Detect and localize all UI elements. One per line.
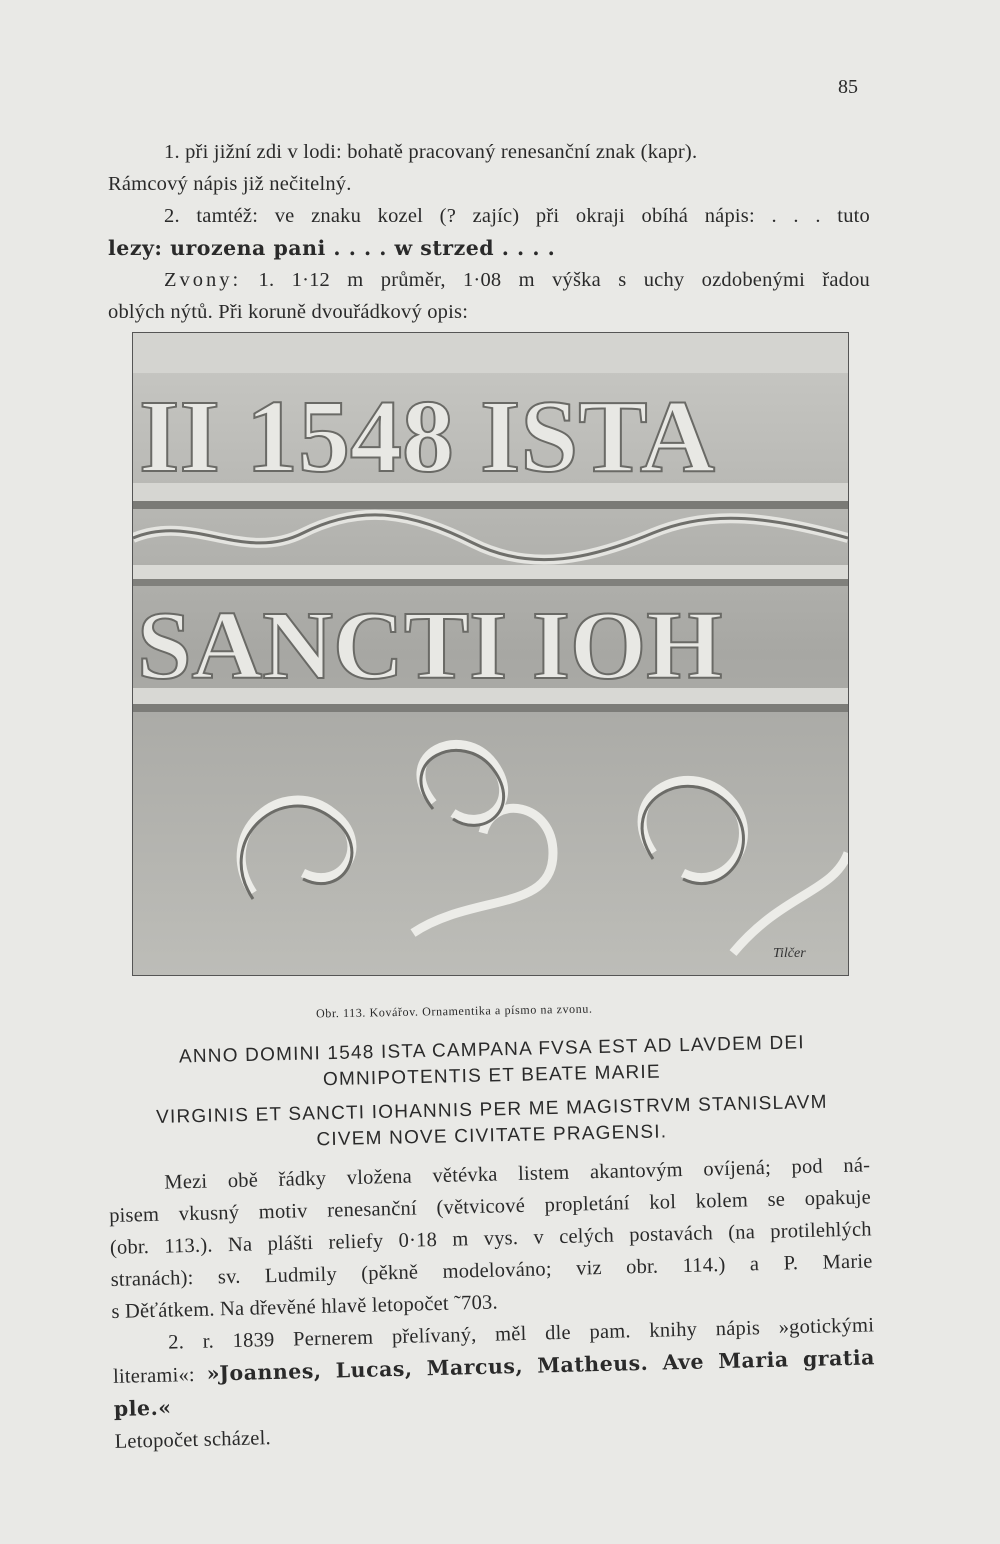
inscription-line: VIRGINIS ET SANCTI IOHANNIS PER ME MAGISTRVM STANISLAVM: [155, 1091, 828, 1128]
text-line: Rámcový nápis již nečitelný.: [108, 173, 352, 195]
fraktur-line: lezy: urozena pani . . . . w strzed . . . .: [108, 236, 556, 260]
text-line: 2. tamtéž: ve znaku kozel (? zajíc) při okraji obíhá nápis: . . . tuto: [164, 205, 870, 227]
page-number: 85: [838, 76, 858, 98]
body-paragraph: [108, 1149, 877, 1458]
photo-inscription-bottom: SANCTI IOH: [137, 592, 723, 700]
figure-caption: Obr. 113. Kovářov. Ornamentika a písmo na zvonu.: [315, 1001, 593, 1021]
text-line: pisem vkusný motiv renesanční (větvicové propletání kol kolem se opakuje: [108, 1186, 872, 1227]
inscription-line: CIVEM NOVE CIVITATE PRAGENSI.: [316, 1121, 668, 1151]
photographer-signature: Tilčer: [773, 946, 806, 961]
text-line: 1. při jižní zdi v lodi: bohatě pracovaný renesanční znak (kapr).: [164, 141, 698, 163]
zvony-line: [108, 264, 870, 296]
text-line: Mezi obě řádky vložena větévka listem akantovým ovíjená; pod ná-: [164, 1154, 871, 1194]
text-line: stranách): sv. Ludmily (pěkně modelováno; viz obr. 114.) a P. Marie: [110, 1250, 873, 1291]
inscription-line: ANNO DOMINI 1548 ISTA CAMPANA FVSA EST AD LAVDEM DEI: [178, 1032, 805, 1068]
zvony-label: Zvony:: [164, 269, 242, 291]
text-line: Letopočet scházel.: [114, 1427, 272, 1453]
fraktur-names: »Joannes, Lucas, Marcus, Matheus. Ave Maria gratia ple.«: [113, 1345, 876, 1421]
photo-inscription-top: II 1548 ISTA: [139, 379, 716, 494]
bell-photograph: [132, 332, 849, 976]
text-line: s Děťátkem. Na dřevěné hlavě letopočet ˜703.: [111, 1291, 499, 1323]
zvony-text: 1. 1·12 m průměr, 1·08 m výška s uchy ozdobenými řadou: [258, 269, 870, 291]
bell-relief-illustration: [133, 333, 848, 975]
text-line: 2. r. 1839 Pernerem přelívaný, měl dle pam. knihy nápis »gotickými: [168, 1314, 875, 1354]
text-line: oblých nýtů. Při koruně dvouřádkový opis:: [108, 301, 469, 323]
top-paragraph: [108, 136, 870, 328]
text-line: (obr. 113.). Na plášti reliefy 0·18 m vys. v celých postavách (na protilehlých: [109, 1218, 872, 1259]
inscription-line: OMNIPOTENTIS ET BEATE MARIE: [322, 1061, 662, 1091]
literami-prefix: literami«:: [112, 1363, 196, 1388]
